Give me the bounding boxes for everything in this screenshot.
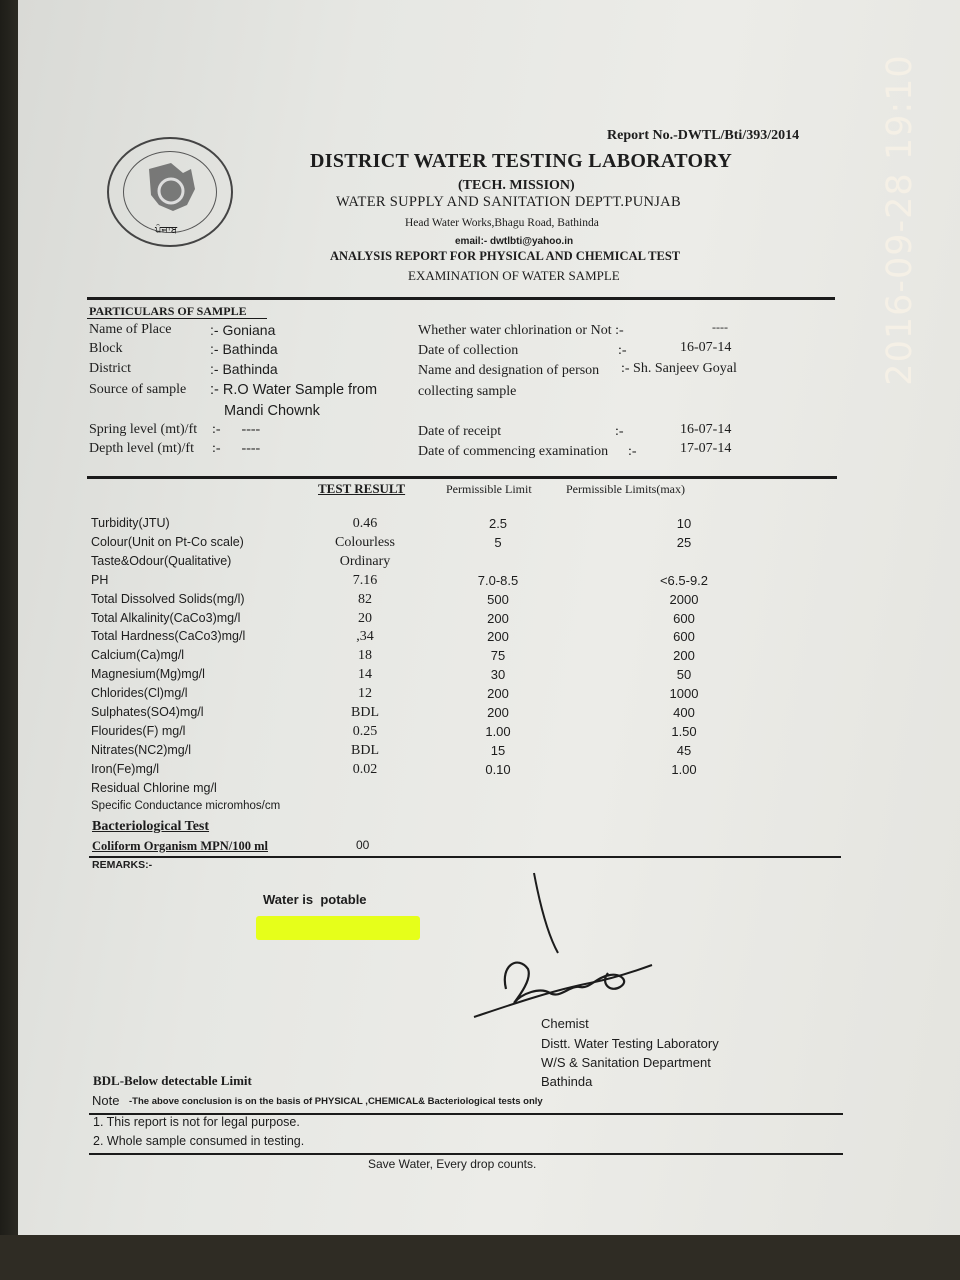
result-result: 18 [358, 648, 372, 664]
source-label: Source of sample [89, 382, 187, 397]
background-bottom [0, 1235, 960, 1280]
particulars-heading: PARTICULARS OF SAMPLE [89, 304, 247, 318]
spring-level-label: Spring level (mt)/ft [89, 422, 198, 437]
result-param: Chlorides(Cl)mg/l [91, 686, 188, 701]
result-result: 82 [358, 591, 372, 607]
result-result: BDL [351, 705, 379, 720]
report-number: Report No.-DWTL/Bti/393/2014 [607, 128, 800, 143]
examination-date-label: Date of commencing examination [418, 444, 609, 459]
signatory-line1: Distt. Water Testing Laboratory [541, 1036, 719, 1051]
result-param: Calcium(Ca)mg/l [91, 648, 185, 663]
result-param: Magnesium(Mg)mg/l [91, 667, 205, 682]
result-max: 2000 [669, 591, 699, 607]
note-label: Note [92, 1093, 120, 1108]
result-param: Nitrates(NC2)mg/l [91, 742, 192, 757]
collector-label-cont: collecting sample [418, 384, 517, 399]
chlorination-value: ---- [712, 320, 728, 334]
footer-point-1: 1. This report is not for legal purpose. [93, 1115, 300, 1129]
result-param: Total Hardness(CaCo3)mg/l [91, 629, 246, 644]
col-permissible-max: Permissible Limits(max) [566, 482, 685, 496]
result-max: 25 [676, 534, 692, 550]
receipt-date-value: 16-07-14 [680, 422, 732, 437]
chlorination-label: Whether water chlorination or Not :- [418, 323, 624, 338]
result-param: Colour(Unit on Pt-Co scale) [91, 534, 244, 549]
result-param: Turbidity(JTU) [91, 516, 170, 530]
result-limit: 200 [487, 686, 509, 702]
district-value: :- Bathinda [210, 361, 278, 377]
result-param: Total Dissolved Solids(mg/l) [91, 591, 245, 606]
block-label: Block [89, 341, 123, 356]
result-result: BDL [351, 742, 379, 758]
result-max: 1000 [669, 686, 699, 702]
result-limit: 200 [487, 610, 509, 626]
result-limit: 500 [487, 591, 509, 607]
result-max: 200 [673, 648, 695, 664]
result-limit: 200 [487, 705, 509, 720]
result-param: Iron(Fe)mg/l [91, 761, 160, 776]
result-param: PH [91, 572, 109, 587]
receipt-date-label: Date of receipt [418, 424, 502, 439]
result-param: Specific Conductance micromhos/cm [91, 799, 281, 812]
lab-name: DISTRICT WATER TESTING LABORATORY [310, 150, 733, 172]
highlighter-mark [256, 916, 420, 940]
divider [89, 1153, 843, 1155]
source-value: :- R.O Water Sample from [210, 382, 378, 398]
tech-mission: (TECH. MISSION) [458, 178, 575, 193]
signatory-line2: W/S & Sanitation Department [541, 1055, 711, 1070]
result-result: 0.25 [352, 723, 378, 739]
photo-timestamp: 2016-09-28 19:10 [880, 54, 920, 386]
collector-value: :- Sh. Sanjeev Goyal [621, 361, 737, 376]
result-max: 1.50 [671, 723, 697, 739]
coliform-value: 00 [356, 838, 370, 852]
collection-date-label: Date of collection [418, 343, 519, 358]
result-max: 1.00 [671, 761, 697, 777]
coliform-label: Coliform Organism MPN/100 ml [92, 839, 269, 853]
collection-date-value: 16-07-14 [680, 340, 732, 355]
result-result: Ordinary [339, 553, 391, 569]
place-value: :- Goniana [210, 322, 276, 338]
result-param: Residual Chlorine mg/l [91, 780, 217, 795]
divider [87, 297, 835, 300]
divider [89, 856, 841, 858]
result-max: 50 [676, 667, 692, 683]
result-limit: 1.00 [485, 723, 511, 739]
result-limit: 2.5 [488, 516, 508, 531]
spring-level-value: :- ---- [212, 422, 261, 437]
result-result: ,34 [356, 629, 374, 645]
result-limit: 15 [490, 742, 506, 758]
bdl-note: BDL-Below detectable Limit [93, 1073, 252, 1088]
depth-level-label: Depth level (mt)/ft [89, 441, 194, 456]
result-param: Flourides(F) mg/l [91, 723, 186, 738]
depth-level-value: :- ---- [212, 441, 261, 456]
result-param: Taste&Odour(Qualitative) [91, 553, 232, 568]
source-value-cont: Mandi Chownk [224, 403, 320, 419]
collector-label: Name and designation of person [418, 363, 600, 378]
result-limit: 0.10 [485, 761, 511, 777]
result-max: 600 [673, 629, 695, 645]
col-test-result: TEST RESULT [318, 481, 406, 496]
result-limit: 5 [494, 534, 502, 550]
result-max: <6.5-9.2 [659, 572, 709, 588]
receipt-date-sep: :- [615, 424, 624, 439]
department-seal-logo [107, 137, 233, 247]
result-result: 0.02 [352, 761, 378, 777]
remarks-text: Water is potable [263, 892, 367, 907]
result-param: Sulphates(SO4)mg/l [91, 705, 204, 719]
result-max: 10 [676, 516, 692, 531]
signature-drawing [470, 865, 660, 1025]
bacteriological-heading: Bacteriological Test [92, 819, 210, 834]
result-max: 45 [676, 742, 692, 758]
block-value: :- Bathinda [210, 341, 278, 357]
result-result: 7.16 [352, 572, 378, 588]
result-limit: 7.0-8.5 [477, 572, 519, 588]
result-result: 20 [358, 610, 372, 626]
place-label: Name of Place [89, 322, 172, 337]
slogan: Save Water, Every drop counts. [368, 1157, 537, 1171]
examination-date-value: 17-07-14 [680, 441, 732, 456]
result-max: 600 [673, 610, 695, 626]
result-limit: 30 [490, 667, 506, 683]
col-permissible-limit: Permissible Limit [446, 482, 532, 496]
signatory-title: Chemist [541, 1016, 589, 1031]
footer-point-2: 2. Whole sample consumed in testing. [93, 1134, 305, 1148]
department-name: WATER SUPPLY AND SANITATION DEPTT.PUNJAB [336, 194, 681, 210]
lab-address: Head Water Works,Bhagu Road, Bathinda [405, 217, 599, 229]
seal-text: ਪੰਜਾਬ [155, 225, 178, 236]
collection-date-sep: :- [618, 343, 627, 358]
result-param: Total Alkalinity(CaCo3)mg/l [91, 610, 241, 625]
note-text: -The above conclusion is on the basis of PHYSICAL ,CHEMICAL& Bacteriological tests only [129, 1096, 543, 1107]
signatory-line3: Bathinda [541, 1074, 593, 1089]
result-result: 0.46 [352, 516, 378, 531]
heading-underline [87, 318, 267, 319]
result-max: 400 [673, 705, 695, 720]
result-result: 12 [358, 686, 372, 702]
result-limit: 200 [487, 629, 509, 645]
result-result: Colourless [335, 534, 395, 550]
examination-date-sep: :- [628, 444, 637, 459]
district-label: District [89, 361, 131, 376]
divider [87, 476, 837, 479]
result-limit: 75 [490, 648, 506, 664]
report-title: ANALYSIS REPORT FOR PHYSICAL AND CHEMICAL TEST [330, 249, 681, 263]
report-subtitle: EXAMINATION OF WATER SAMPLE [408, 268, 620, 283]
lab-email: email:- dwtlbti@yahoo.in [455, 236, 574, 247]
remarks-label: REMARKS:- [92, 859, 153, 871]
result-result: 14 [358, 667, 372, 683]
